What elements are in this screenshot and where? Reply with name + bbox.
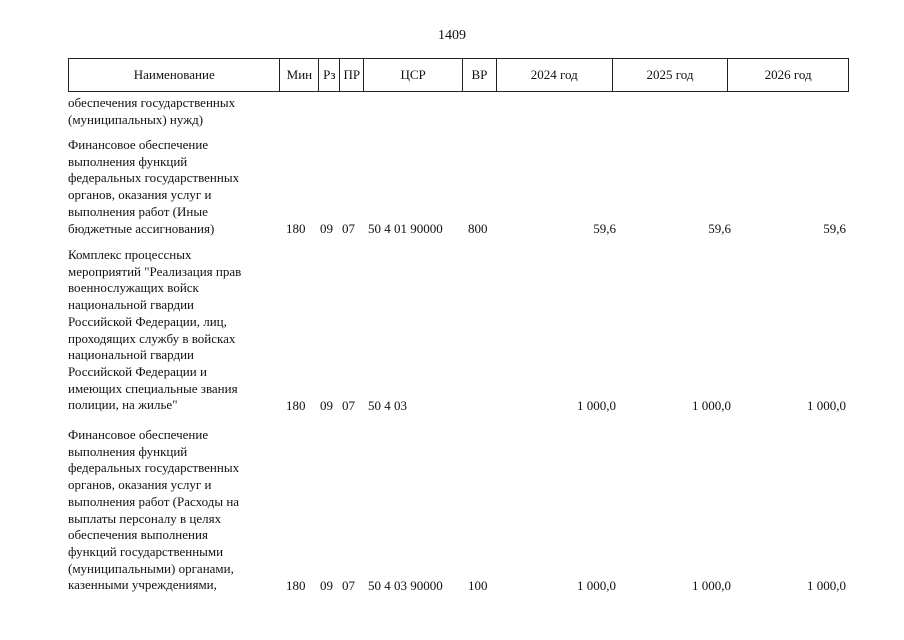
row-2024: 1 000,0 bbox=[577, 578, 616, 593]
table-header bbox=[68, 58, 849, 92]
header-2026: 2026 год bbox=[764, 67, 812, 82]
header-csr: ЦСР bbox=[364, 59, 463, 91]
page-number: 1409 bbox=[438, 28, 466, 43]
table-row bbox=[68, 247, 849, 417]
row-csr: 50 4 03 90000 bbox=[368, 578, 443, 593]
row-name: Финансовое обеспечение выполнения функций федеральных государственных органов, оказания услуг и выполнения работ (Расходы на выплаты персоналу в целях обеспечения выполнения функций государственными (муниципальными) органами, казенными учреждениями, bbox=[68, 427, 240, 593]
row-2025: 1 000,0 bbox=[692, 578, 731, 593]
row-2024: 1 000,0 bbox=[577, 398, 616, 413]
row-name: Комплекс процессных мероприятий "Реализация прав военнослужащих войск национальной гвардии Российской Федерации, лиц, проходящих службу в войсках национальной гвардии Российской Федерации и имеющих специальные звания полиции, на жилье" bbox=[68, 247, 242, 413]
header-vr: ВР bbox=[463, 59, 497, 91]
row-min: 180 bbox=[286, 221, 306, 236]
row-rz: 09 bbox=[320, 578, 333, 593]
header-min: Мин bbox=[280, 59, 319, 91]
row-rz: 09 bbox=[320, 398, 333, 413]
header-2025: 2025 год bbox=[613, 59, 729, 91]
row-min: 180 bbox=[286, 578, 306, 593]
row-pr: 07 bbox=[342, 578, 355, 593]
row-csr: 50 4 03 bbox=[368, 398, 407, 413]
table-row bbox=[68, 137, 849, 238]
row-pr: 07 bbox=[342, 398, 355, 413]
header-2024: 2024 год bbox=[497, 59, 613, 91]
row-2026: 1 000,0 bbox=[807, 398, 846, 413]
row-pr: 07 bbox=[342, 221, 355, 236]
header-pr: ПР bbox=[340, 59, 364, 91]
row-2026: 59,6 bbox=[823, 221, 846, 236]
row-csr: 50 4 01 90000 bbox=[368, 221, 443, 236]
row-rz: 09 bbox=[320, 221, 333, 236]
row-2026: 1 000,0 bbox=[807, 578, 846, 593]
row-2025: 1 000,0 bbox=[692, 398, 731, 413]
header-name: Наименование bbox=[69, 59, 280, 91]
row-name: обеспечения государственных (муниципальных) нужд) bbox=[68, 95, 236, 127]
row-min: 180 bbox=[286, 398, 306, 413]
table-row bbox=[68, 95, 849, 129]
row-vr: 100 bbox=[468, 578, 488, 593]
row-name: Финансовое обеспечение выполнения функций федеральных государственных органов, оказания услуг и выполнения работ (Иные бюджетные ассигнования) bbox=[68, 137, 240, 236]
table-row bbox=[68, 427, 849, 597]
row-vr: 800 bbox=[468, 221, 488, 236]
row-2025: 59,6 bbox=[708, 221, 731, 236]
header-rz: Рз bbox=[319, 59, 340, 91]
row-2024: 59,6 bbox=[593, 221, 616, 236]
